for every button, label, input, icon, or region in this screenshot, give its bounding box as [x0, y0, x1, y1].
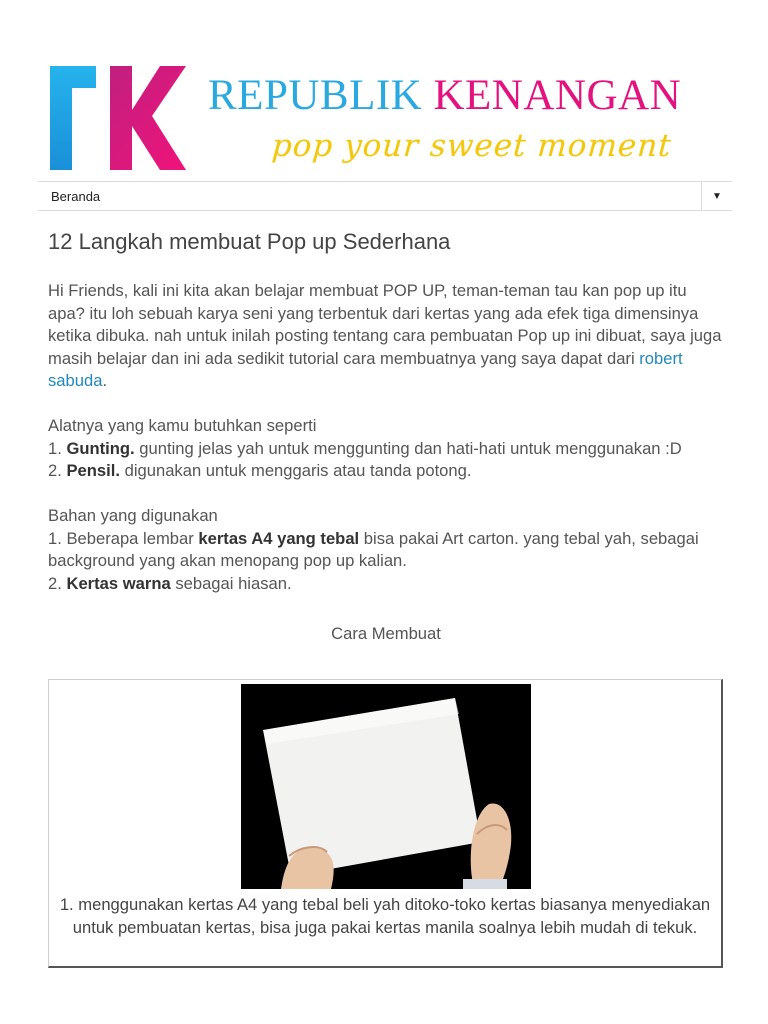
nav-dropdown[interactable]: [38, 181, 732, 211]
tool-desc: digunakan untuk menggaris atau tanda potong.: [124, 461, 472, 480]
nav-selected-label: Beranda: [51, 188, 101, 204]
material-name: kertas A4 yang tebal: [198, 528, 360, 548]
material-desc: sebagai hiasan.: [175, 573, 292, 593]
site-logo[interactable]: [48, 64, 188, 172]
material-number: 1. Beberapa lembar: [48, 528, 194, 548]
tool-item: [48, 460, 724, 483]
site-title-part1: REPUBLIK: [208, 72, 423, 119]
intro-end: .: [102, 371, 108, 390]
photo-hands-holding-paper[interactable]: [241, 684, 531, 889]
section-heading: Cara Membuat: [331, 623, 441, 643]
tool-item: [48, 438, 724, 461]
site-title[interactable]: [208, 74, 681, 117]
material-item: [48, 528, 724, 573]
caret-down-icon[interactable]: ▼: [701, 182, 732, 210]
tool-desc: gunting jelas yah untuk menggunting dan hati-hati untuk menggunakan :D: [139, 438, 682, 458]
tool-number: 2.: [48, 461, 62, 480]
robert-sabuda-link[interactable]: robert sabuda: [48, 348, 683, 390]
intro-text: Hi Friends, kali ini kita akan belajar membuat POP UP, teman-teman tau kan pop up itu apa? itu loh sebuah karya seni yang terbentuk dari kertas yang ada efek tiga dimensinya ketika dibuka. nah untuk inilah posting tentang cara pembuatan Pop up ini dibuat, saya juga masih belajar dan ini ada sedikit tutorial cara membuatnya yang saya dapat dari: [48, 281, 722, 368]
material-name: Kertas warna: [66, 573, 171, 593]
site-tagline: pop your sweet moment: [270, 128, 673, 164]
post-title: 12 Langkah membuat Pop up Sederhana: [48, 229, 451, 254]
post-body: [48, 280, 724, 645]
material-item: [48, 573, 724, 596]
site-title-part2: KENANGAN: [433, 72, 682, 119]
material-desc: bisa pakai Art carton. yang tebal yah, sebagai background yang akan menopang pop up kalian.: [48, 528, 699, 570]
tool-number: 1.: [48, 438, 62, 458]
material-number: 2.: [48, 573, 62, 593]
site-header: [48, 62, 732, 172]
tool-name: Gunting.: [66, 438, 135, 458]
intro-paragraph: [48, 280, 724, 393]
tools-heading: Alatnya yang kamu butuhkan seperti: [48, 416, 317, 435]
figure-box: [48, 679, 723, 968]
tool-name: Pensil.: [66, 461, 120, 480]
figure-caption: 1. menggunakan kertas A4 yang tebal beli yah ditoko-toko kertas biasanya menyediakan untuk pembuatan kertas, bisa juga pakai kertas manila soalnya lebih mudah di tekuk.: [59, 895, 711, 937]
paper-illustration: [241, 684, 531, 889]
materials-heading: Bahan yang digunakan: [48, 506, 218, 525]
